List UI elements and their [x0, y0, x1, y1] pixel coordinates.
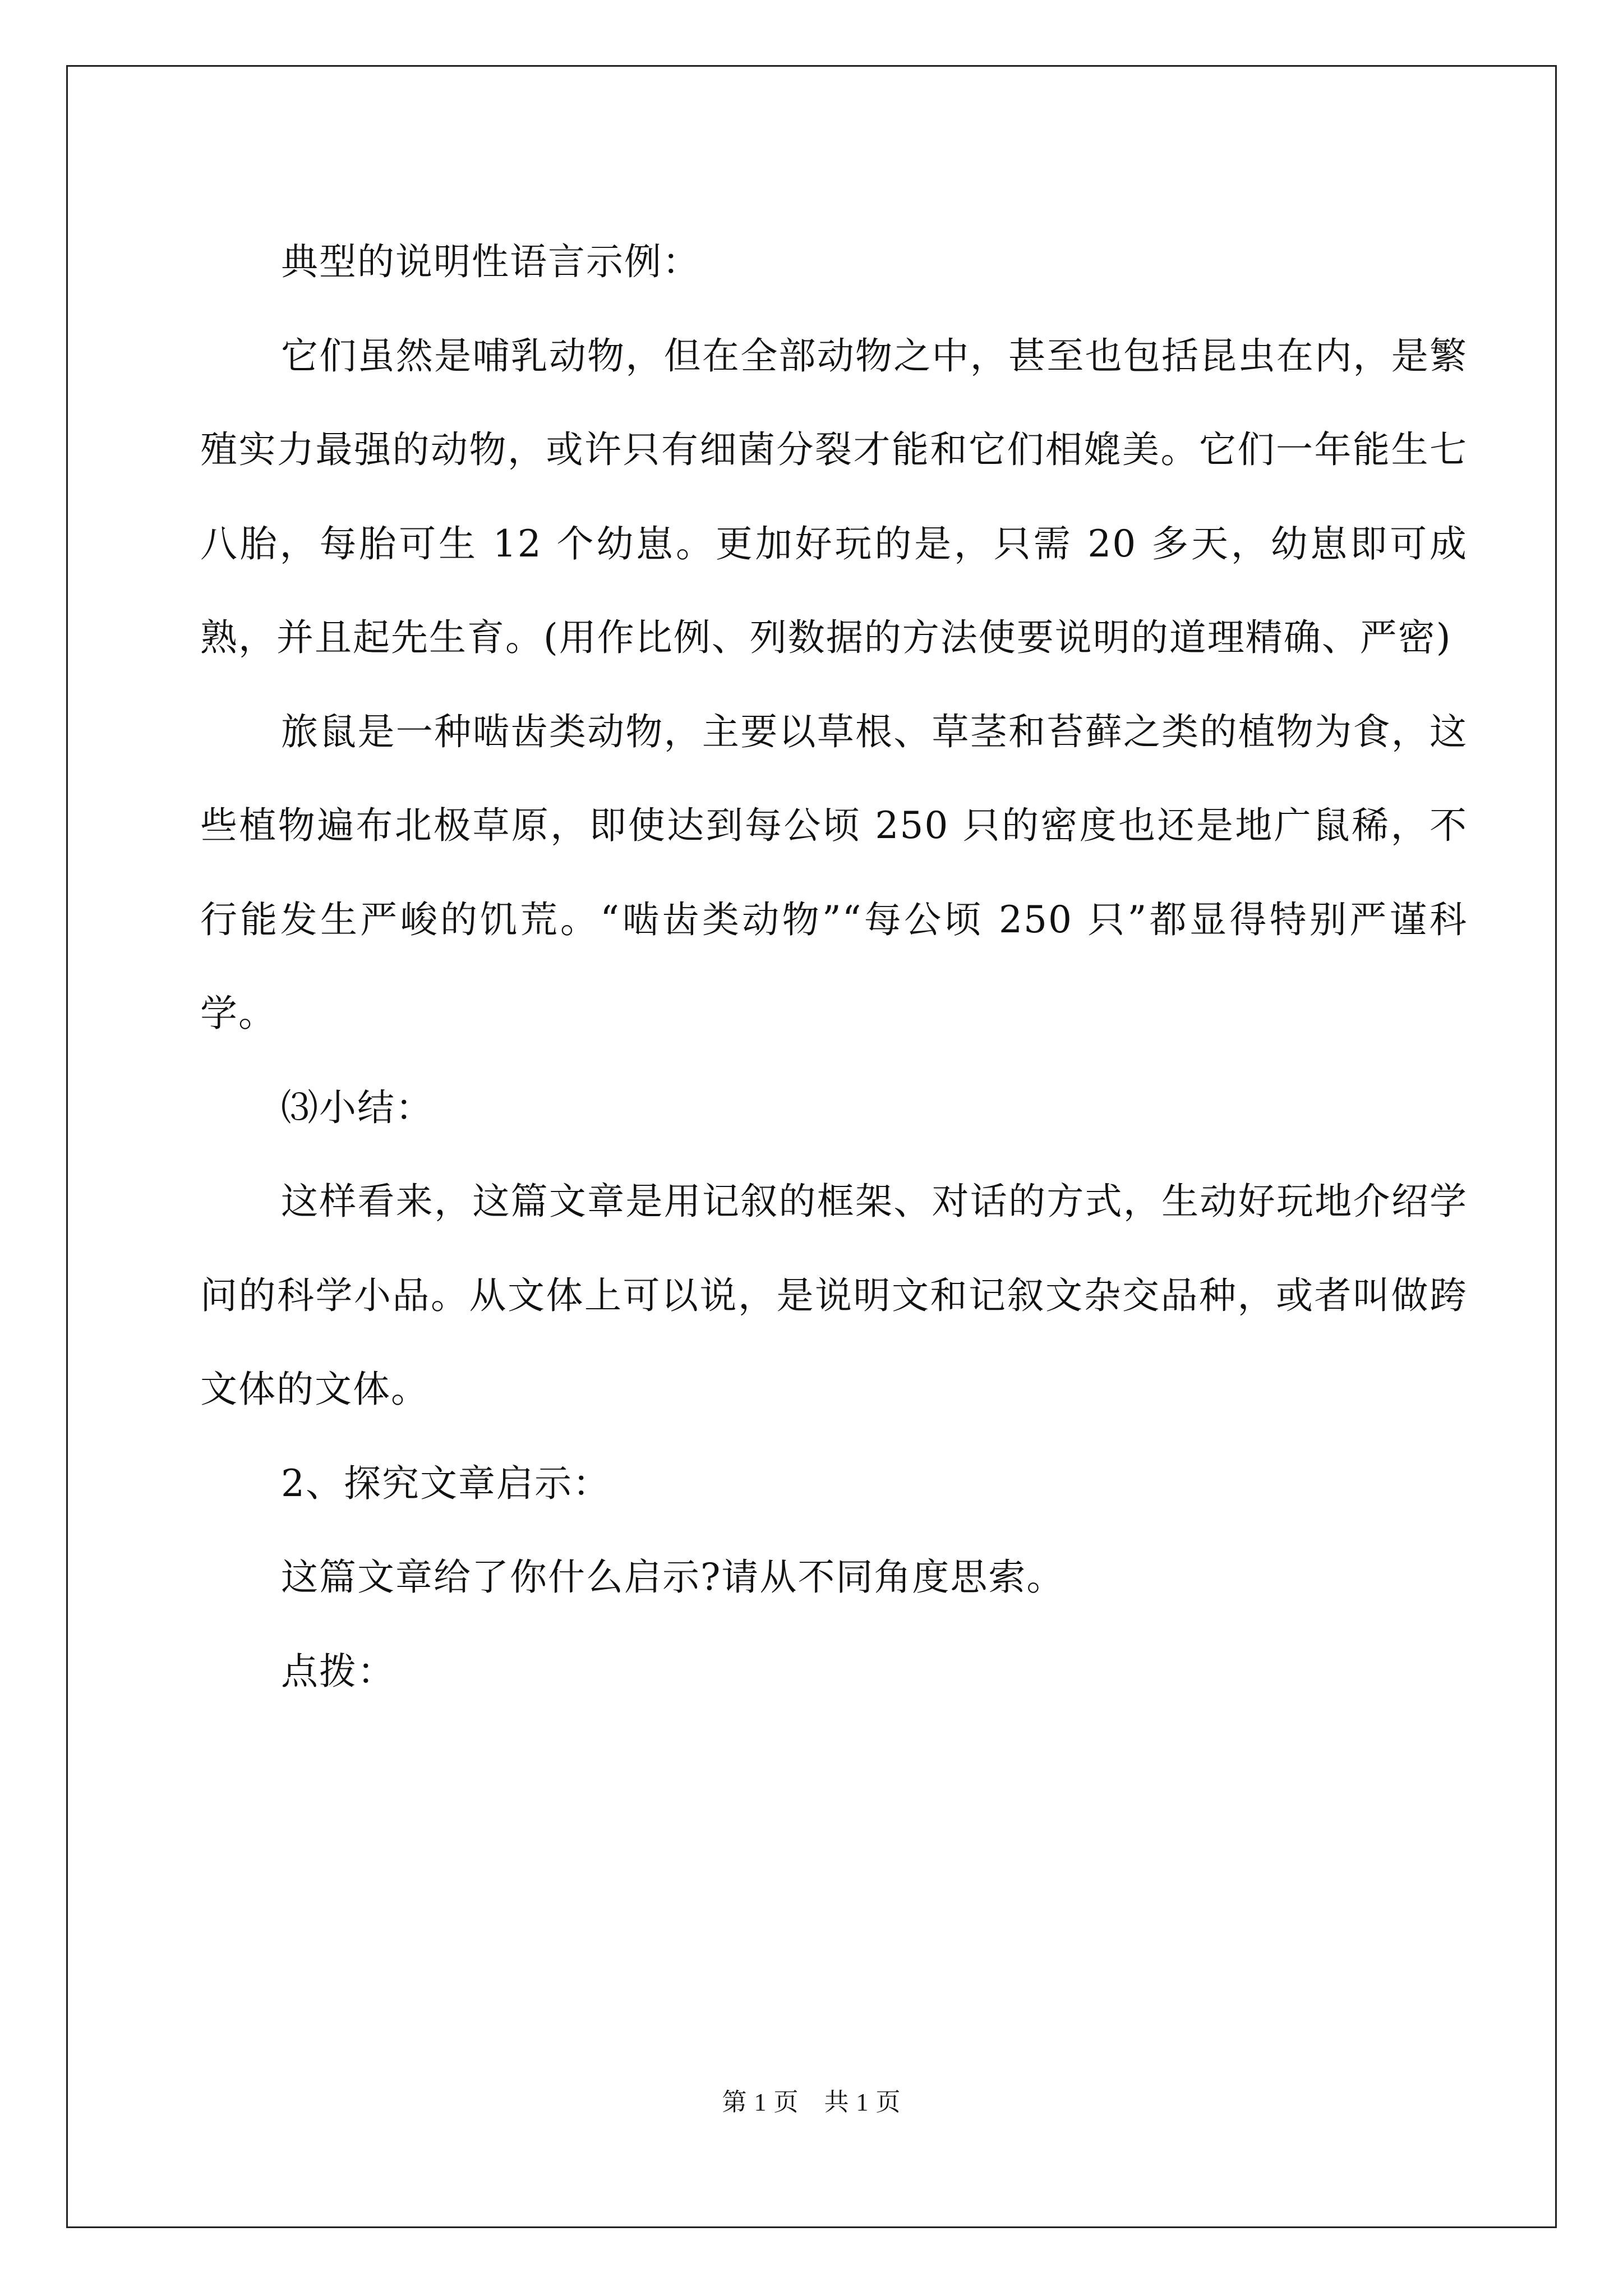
- page-number-footer: 第 1 页 共 1 页: [722, 2088, 901, 2116]
- paragraph-hint: 点拨：: [281, 1649, 395, 1693]
- paragraph-summary-text: 这样看来，这篇文章是用记叙的框架、对话的方式，生动好玩地介绍学问的科学小品。从文体上可以说，是说明文和记叙文杂交品种，或者叫做跨文体的文体。: [200, 1180, 1468, 1411]
- paragraph-lemming-rodent: 旅鼠是一种啮齿类动物，主要以草根、草茎和苔藓之类的植物为食，这些植物遍布北极草原，即使达到每公顷 250 只的密度也还是地广鼠稀，不行能发生严峻的饥荒。“啮齿类动物”“每公顷 250 只”都显得特别严谨科学。: [200, 710, 1468, 1035]
- paragraph-explore-heading: 2、探究文章启示：: [281, 1461, 611, 1505]
- paragraph-summary-heading: ⑶小结：: [281, 1085, 434, 1129]
- document-body: [200, 215, 1468, 1718]
- paragraph-mammal-breeding: 它们虽然是哺乳动物，但在全部动物之中，甚至也包括昆虫在内，是繁殖实力最强的动物，或许只有细菌分裂才能和它们相媲美。它们一年能生七八胎，每胎可生 12 个幼崽。更加好玩的是，只需 20 多天，幼崽即可成熟，并且起先生育。(用作比例、列数据的方法使要说明的道理精确、严密): [200, 334, 1468, 659]
- paragraph-heading-examples: 典型的说明性语言示例：: [281, 240, 700, 283]
- paragraph-question: 这篇文章给了你什么启示?请从不同角度思索。: [281, 1556, 1065, 1599]
